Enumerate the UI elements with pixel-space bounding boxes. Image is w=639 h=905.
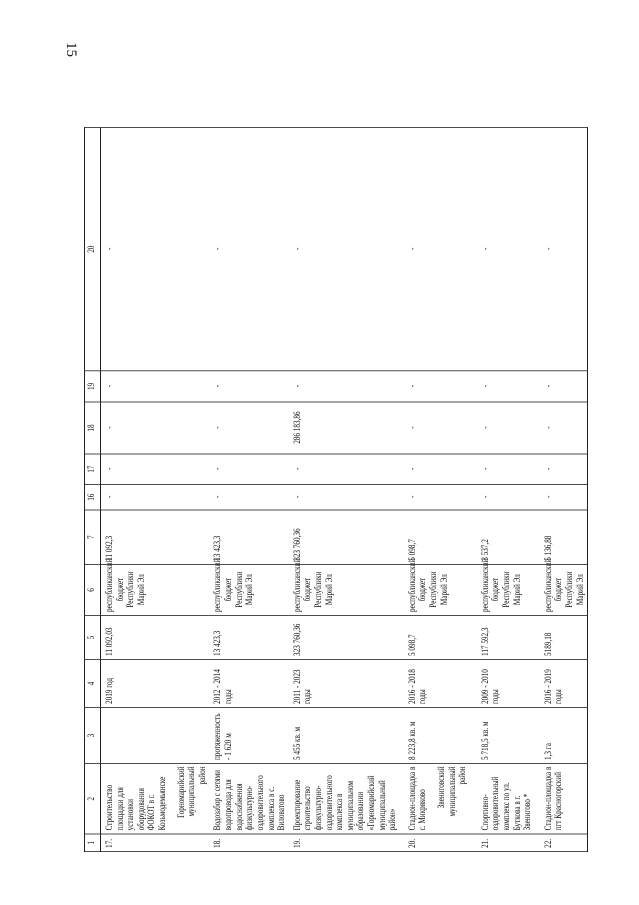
table-row [101,128,210,852]
column-header: 18 [85,402,101,454]
col7-cell: 11 092,3 [101,510,210,564]
col20-cell: - [209,128,288,371]
col7-cell: 13 423,3 [209,510,288,564]
table-row [540,128,588,852]
period-cell: 2016 - 2018 годы [404,660,477,708]
funding-source-cell: республиканский бюджет Республики Марий Эл [209,564,288,615]
col20-cell: - [540,128,588,371]
col19-cell: - [289,371,404,402]
col16-cell: - [404,484,477,510]
object-name-text: Водозабор с сетями водопровода для водоснабжения физкультурно-оздоровительного комплекса в с. Виловатово [212,769,287,831]
col19-cell: - [209,371,288,402]
capacity-cell: протяженность - 1 620 м [209,708,288,764]
col16-cell: - [289,484,404,510]
page-number: 15 [63,42,79,57]
col16-cell: - [209,484,288,510]
row-number: 17. [101,834,210,852]
col19-cell: - [540,371,588,402]
col18-cell: - [404,402,477,454]
object-name [540,764,588,834]
col18-cell: - [540,402,588,454]
cost-cell: 11 092,03 [101,616,210,660]
rotated-table-sheet [84,128,639,852]
col16-cell: - [101,484,210,510]
col20-cell: - [101,128,210,371]
cost-cell: 5189,18 [540,616,588,660]
column-header: 2 [85,764,101,834]
column-header: 1 [85,834,101,852]
program-table [84,127,588,852]
col20-cell: - [289,128,404,371]
col17-cell: - [209,454,288,484]
table-row [477,128,540,852]
col17-cell: - [540,454,588,484]
row-number: 22. [540,834,588,852]
object-name-text: Проектирование строительство физкультурно-оздоровительного комплекса в муниципальном образовании «Горномарийский муниципальный район» [291,775,398,831]
column-header: 16 [85,484,101,510]
col18-cell: 286 183,86 [289,402,404,454]
funding-source-cell: республиканский бюджет Республики Марий Эл [404,564,477,615]
table-row [404,128,477,852]
col17-cell: - [404,454,477,484]
capacity-cell: 5 455 кв. м [289,708,404,764]
table-row [289,128,404,852]
col19-cell: - [404,371,477,402]
period-cell: 2019 год [101,660,210,708]
object-name-text: Стадион-площадка в пгт Красногорский [542,766,564,831]
col7-cell: 5 136,88 [540,510,588,564]
row-number: 21. [477,834,540,852]
funding-source-cell: республиканский бюджет Республики Марий Эл [101,564,210,615]
col18-cell: - [101,402,210,454]
col16-cell: - [477,484,540,510]
col17-cell: - [477,454,540,484]
col18-cell: - [477,402,540,454]
object-name [404,764,477,834]
cost-cell: 323 760,36 [289,616,404,660]
col7-cell: 5 098,7 [404,510,477,564]
column-header: 7 [85,510,101,564]
funding-source-cell: республиканский бюджет Республики Марий Эл [540,564,588,615]
column-header: 5 [85,616,101,660]
object-name-text: Строительство площадки для установки оборудования ФОКОТ в г. Козьмодемьянске [104,776,168,831]
column-header: 4 [85,660,101,708]
col17-cell: - [289,454,404,484]
cost-cell: 117 592,3 [477,616,540,660]
funding-source-cell: республиканский бюджет Республики Марий Эл [289,564,404,615]
column-header: 20 [85,128,101,371]
period-cell: 2016 - 2019 годы [540,660,588,708]
column-number-row [85,128,101,852]
column-header: 17 [85,454,101,484]
object-name [477,764,540,834]
column-header: 19 [85,371,101,402]
capacity-cell: 1,3 га [540,708,588,764]
capacity-cell: 8 223,8 кв. м [404,708,477,764]
col17-cell: - [101,454,210,484]
district-subheading: Звениговский муниципальный район [435,766,468,817]
funding-source-cell: республиканский бюджет Республики Марий Эл [477,564,540,615]
row-number: 19. [289,834,404,852]
object-name-text: Спортивно-оздоровительный комплекс по ул. Буткова в г. Звенигово * [479,776,533,831]
row-number: 20. [404,834,477,852]
object-name-text: Стадион-площадка в с. Микряково [406,766,428,831]
period-cell: 2012 - 2014 годы [209,660,288,708]
district-subheading: Горномарийский муниципальный район [175,766,207,818]
row-number: 18. [209,834,288,852]
capacity-cell [101,708,210,764]
object-name [101,764,210,834]
column-header: 6 [85,564,101,615]
col18-cell: - [209,402,288,454]
object-name [289,764,404,834]
col19-cell: - [101,371,210,402]
col7-cell: 323 760,36 [289,510,404,564]
cost-cell: 13 423,3 [209,616,288,660]
col16-cell: - [540,484,588,510]
col20-cell: - [404,128,477,371]
column-header: 3 [85,708,101,764]
table-row [209,128,288,852]
capacity-cell: 5 718,5 кв. м [477,708,540,764]
col20-cell: - [477,128,540,371]
period-cell: 2009 - 2010 годы [477,660,540,708]
cost-cell: 5 098,7 [404,616,477,660]
period-cell: 2011 - 2023 годы [289,660,404,708]
col7-cell: 3 537,2 [477,510,540,564]
col19-cell: - [477,371,540,402]
object-name [209,764,288,834]
